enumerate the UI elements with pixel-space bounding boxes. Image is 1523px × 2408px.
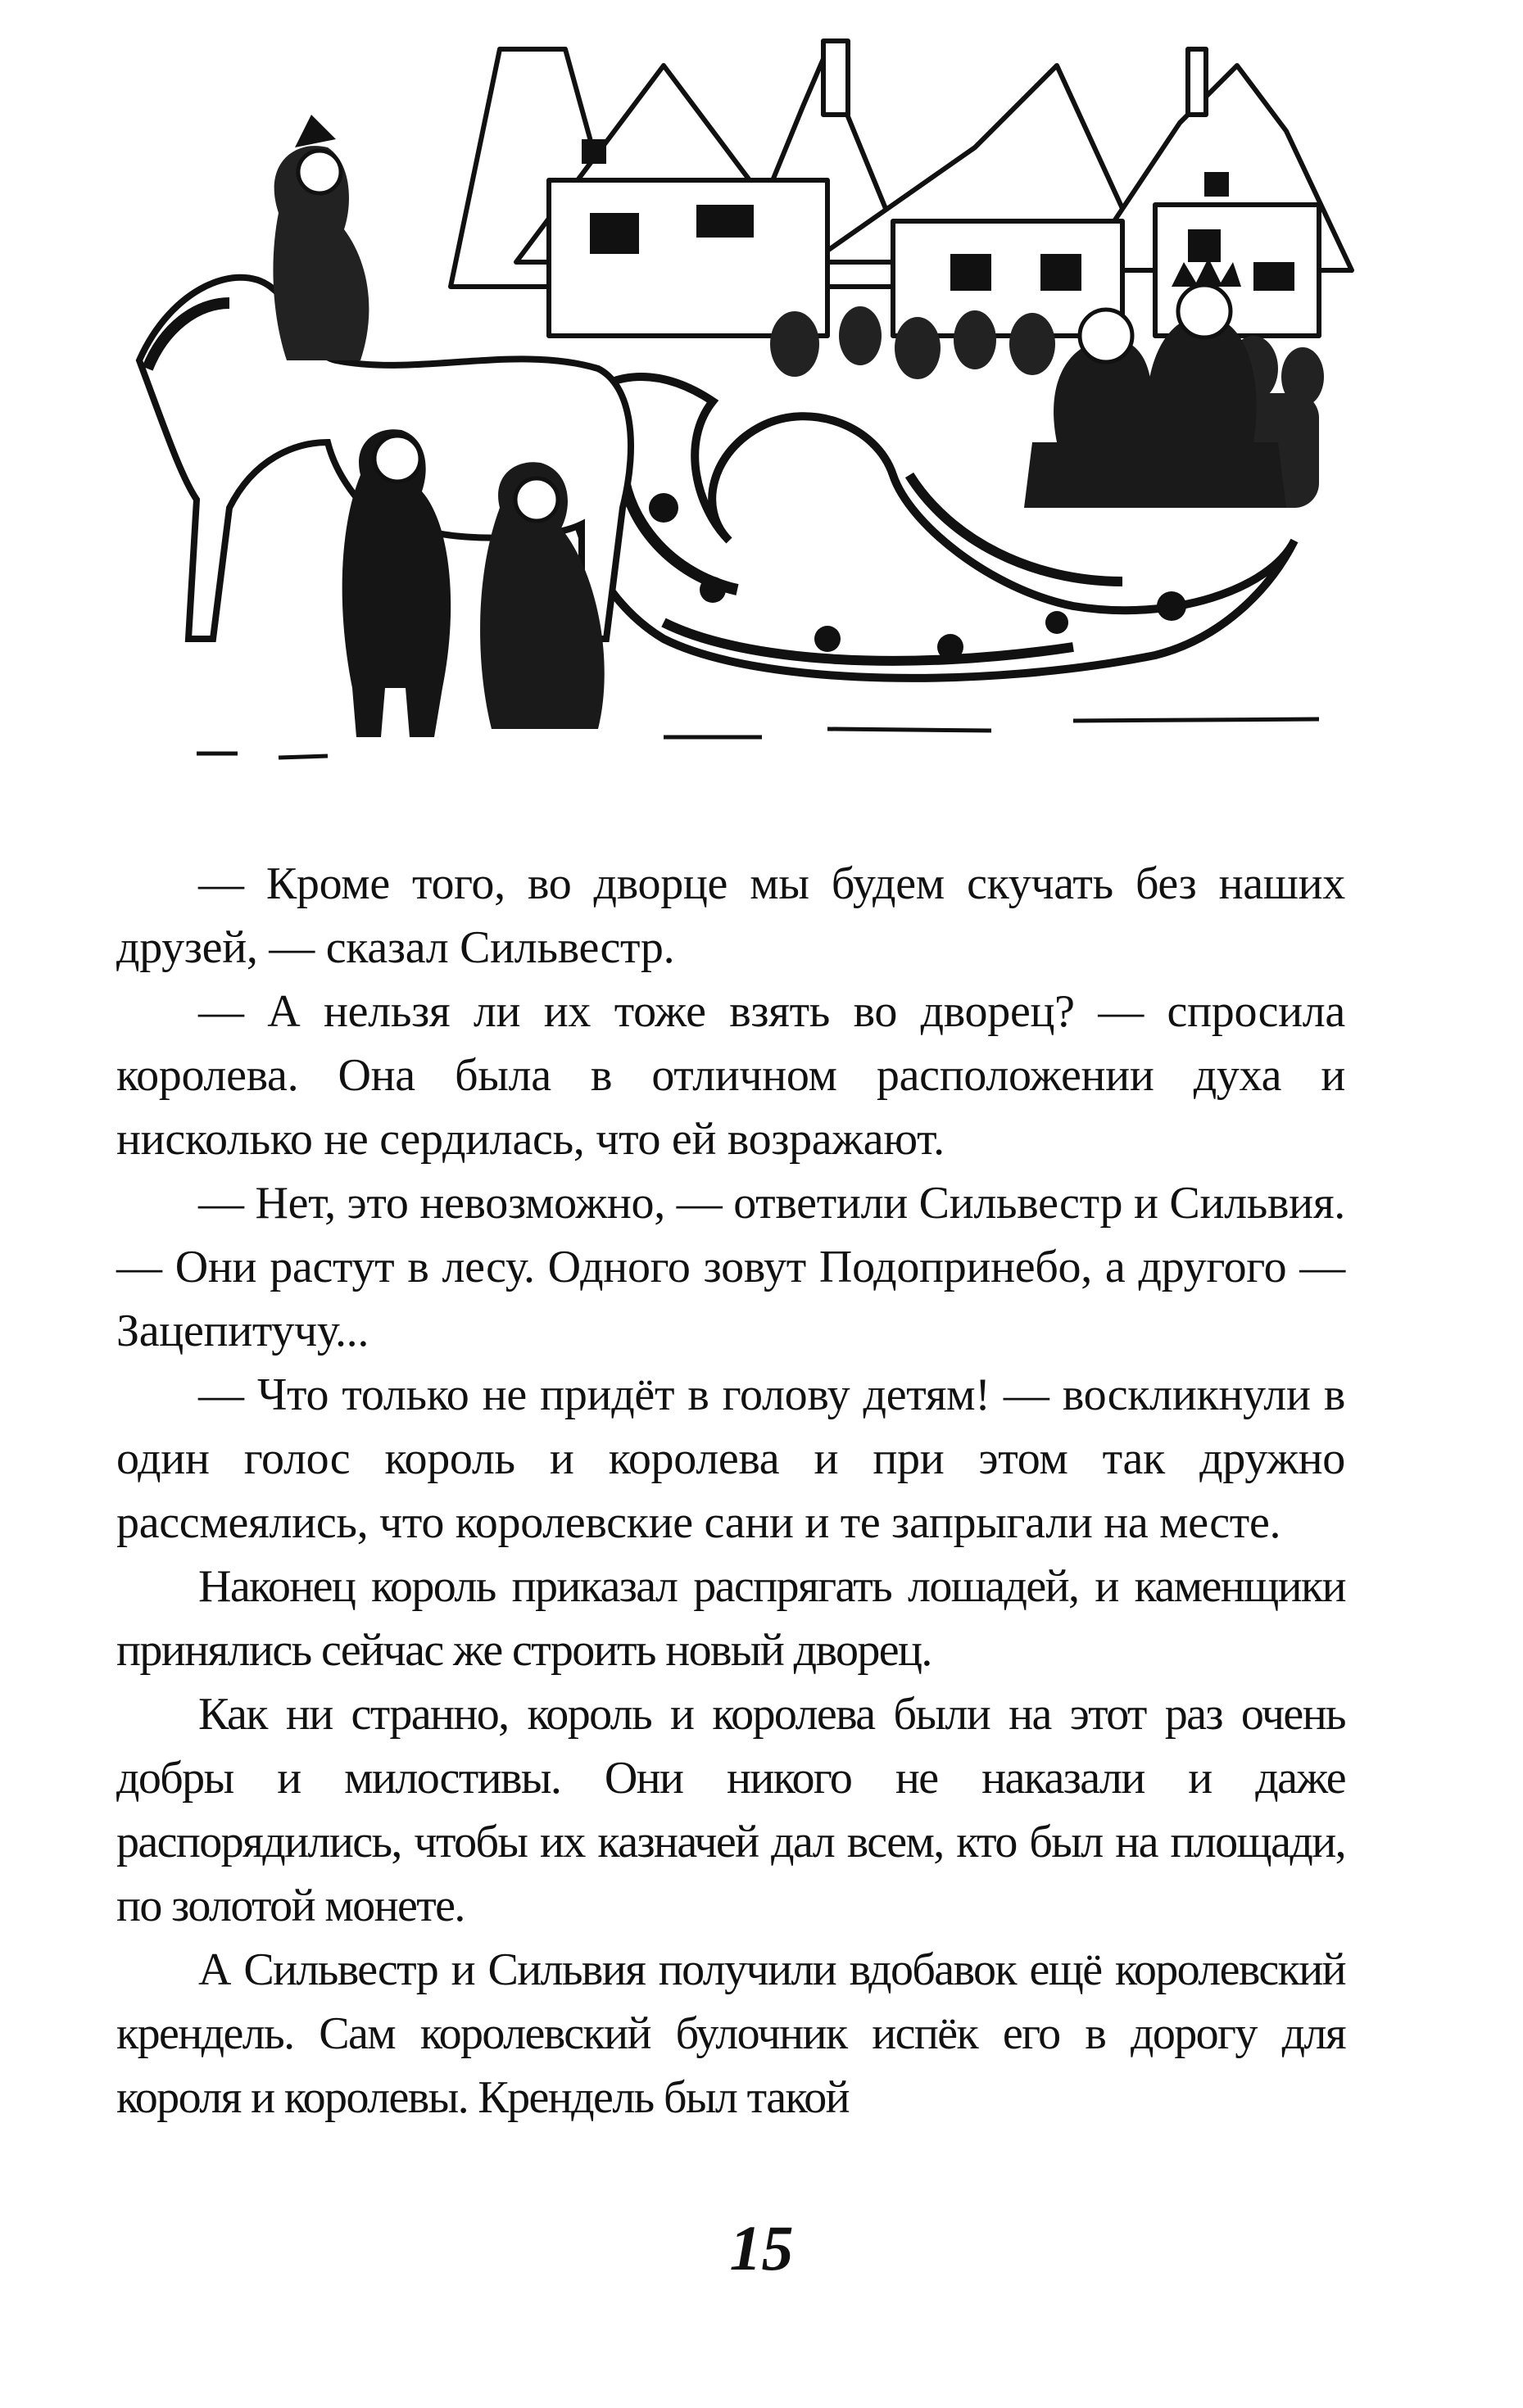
paragraph: — А нельзя ли их тоже взять во дворец? — спросила королева. Она была в отличном расположении духа и нисколько не сердилась, что ей возражают. (116, 986, 1345, 1165)
paragraph: — Что только не придёт в голову детям! — воскликнули в один голос король и королева и при этом так дружно рассмеялись, что королевские сани и те запрыгали на месте. (116, 1369, 1345, 1548)
body-text (116, 852, 1345, 2130)
paragraph: А Сильвестр и Сильвия получили вдобавок ещё королевский крендель. Сам королевский булочник испёк его в дорогу для короля и королевы. Крендель был такой (116, 1944, 1345, 2123)
paragraph: Наконец король приказал распрягать лошадей, и каменщики принялись сейчас же строить новый дворец. (116, 1561, 1345, 1676)
paragraph: — Нет, это невозможно, — ответили Сильвестр и Сильвия. — Они растут в лесу. Одного зовут Подопринебо, а другого — Зацепитучу... (116, 1178, 1345, 1356)
paragraph: Как ни странно, король и королева были на этот раз очень добры и милостивы. Они никого не наказали и даже распорядились, чтобы их казначей дал всем, кто был на площади, по золотой монете. (116, 1689, 1345, 1931)
illustration-royal-sleigh (90, 16, 1368, 778)
page-number: 15 (729, 2212, 794, 2284)
paragraph: — Кроме того, во дворце мы будем скучать без наших друзей, — сказал Сильвестр. (116, 858, 1345, 973)
